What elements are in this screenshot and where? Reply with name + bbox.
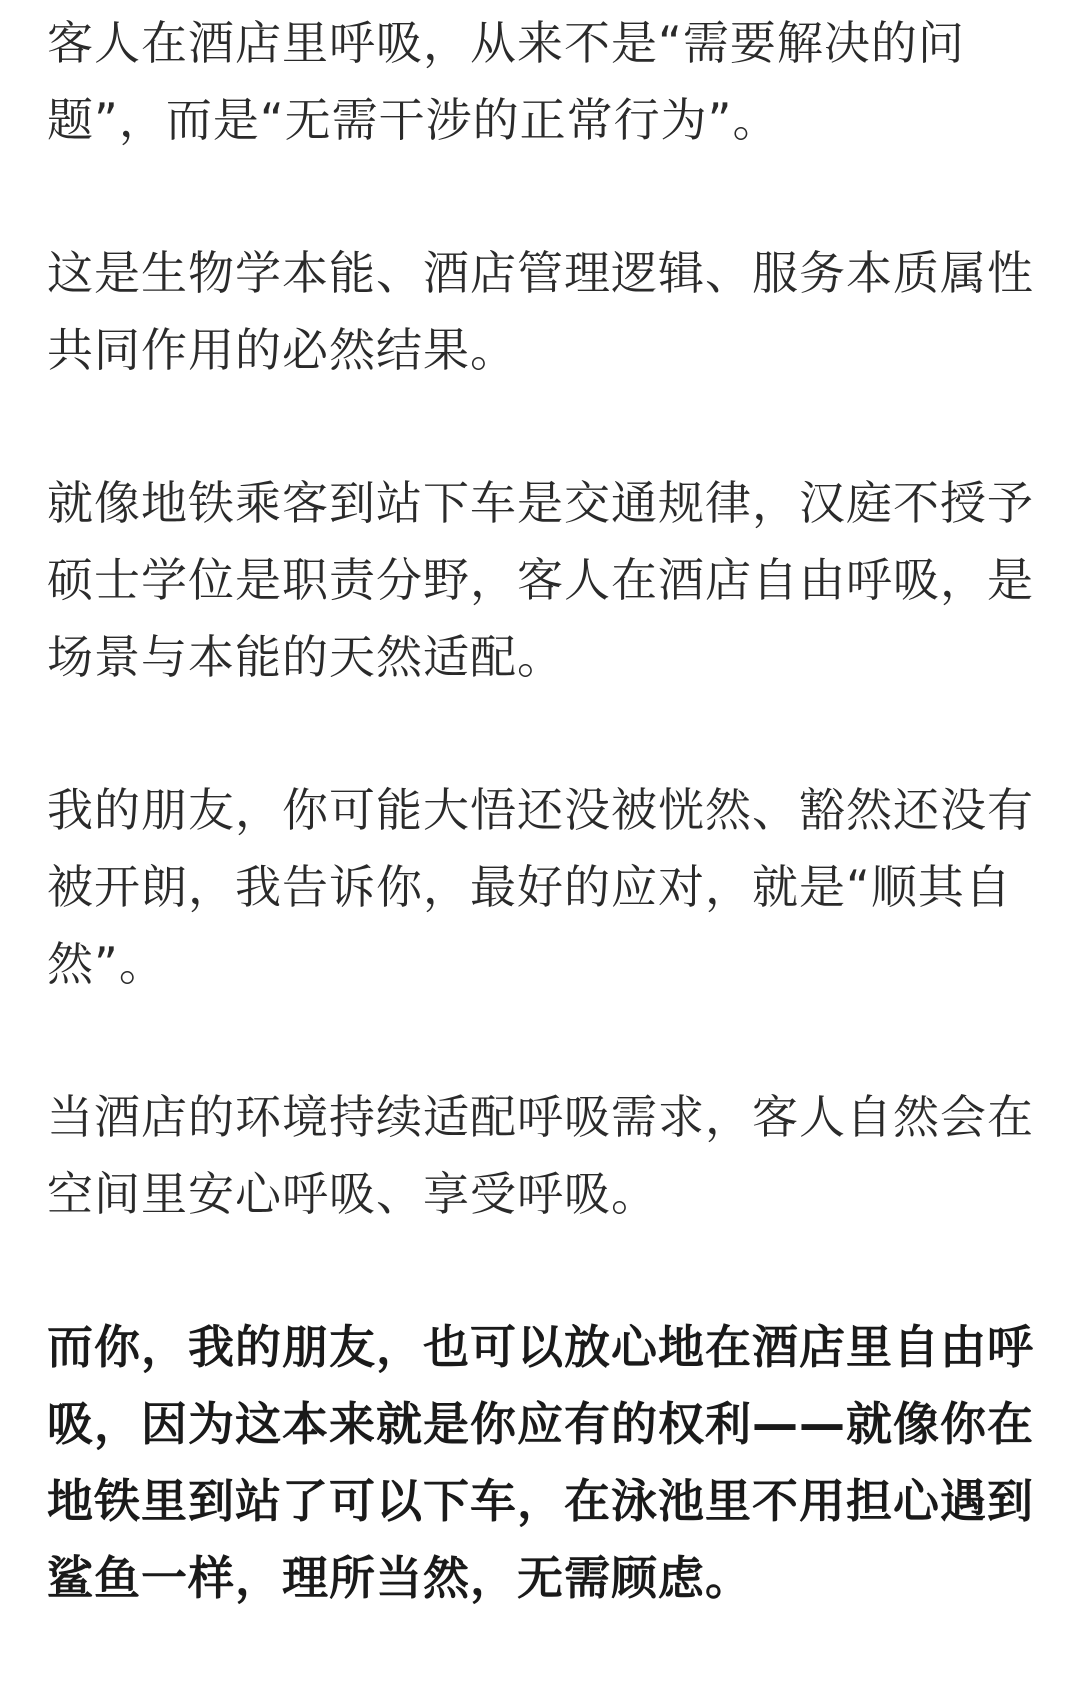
paragraph-4: 我的朋友，你可能大悟还没被恍然、豁然还没有被开朗，我告诉你，最好的应对，就是“顺其自然”。: [47, 783, 1034, 991]
paragraph-3: 就像地铁乘客到站下车是交通规律，汉庭不授予硕士学位是职责分野，客人在酒店自由呼吸，是场景与本能的天然适配。: [47, 476, 1034, 684]
paragraph-5: 当酒店的环境持续适配呼吸需求，客人自然会在空间里安心呼吸、享受呼吸。: [47, 1090, 1034, 1221]
paragraph-6-emphasis: 而你，我的朋友，也可以放心地在酒店里自由呼吸，因为这本来就是你应有的权利——就像你在地铁里到站了可以下车，在泳池里不用担心遇到鲨鱼一样，理所当然，无需顾虑。: [47, 1320, 1034, 1605]
article-body: [47, 5, 1037, 1693]
paragraph-1: 客人在酒店里呼吸，从来不是“需要解决的问题”，而是“无需干涉的正常行为”。: [47, 16, 965, 147]
paragraph-2: 这是生物学本能、酒店管理逻辑、服务本质属性共同作用的必然结果。: [47, 246, 1034, 377]
